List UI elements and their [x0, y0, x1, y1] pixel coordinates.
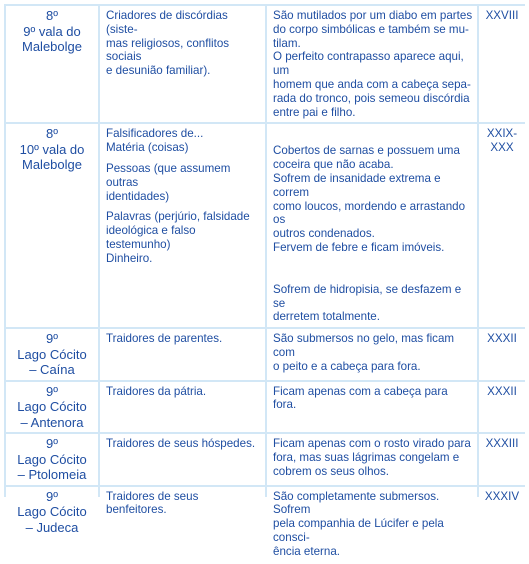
spacer	[273, 255, 473, 283]
table-row	[6, 6, 525, 122]
circle-location: Lago Cócito	[17, 451, 87, 467]
sinners-text: Traidores de seus hóspedes.	[106, 437, 256, 451]
punishment-text: São completamente submersos. Sofrem	[273, 489, 440, 517]
punishment-text: Sofrem de insanidade extrema e correm	[273, 171, 441, 199]
sinners-text: e desunião familiar).	[106, 64, 211, 78]
circle-cell	[6, 382, 98, 433]
punishment-cell	[267, 487, 477, 562]
punishment-text: outros condenados.	[273, 227, 375, 241]
sinners-cell	[100, 487, 265, 562]
circle-location: Lago Cócito	[17, 346, 87, 362]
sinners-text: mas religiosos, conflitos sociais	[106, 36, 230, 64]
circle-cell	[6, 124, 98, 327]
circle-number: 9º	[46, 331, 58, 347]
punishment-text: fora, mas suas lágrimas congelam e	[273, 450, 460, 464]
circle-sublocation: – Ptolomeia	[17, 467, 87, 483]
canto-number: XXXIV	[484, 489, 520, 503]
canto-number: XXVIII	[485, 9, 519, 22]
sinners-cell	[100, 382, 265, 433]
punishment-cell	[267, 6, 477, 122]
canto-cell	[479, 329, 525, 380]
table-row	[6, 487, 525, 562]
punishment-text: Ficam apenas com o rosto virado para	[273, 437, 471, 451]
punishment-text: Ficam apenas com a cabeça para fora.	[273, 384, 448, 412]
punishment-text: rada do tronco, pois semeou discórdia	[273, 91, 470, 105]
canto-cell	[479, 6, 525, 122]
canto-number: XXIX-	[486, 127, 518, 141]
punishment-cell	[267, 329, 477, 380]
circle-location: Lago Cócito	[17, 504, 87, 520]
punishment-text: entre pai e filho.	[273, 105, 356, 119]
sinners-cell	[100, 124, 265, 327]
canto-number: XXXIII	[485, 437, 519, 451]
punishment-text: ência eterna.	[273, 544, 341, 558]
punishment-cell	[267, 434, 477, 485]
circle-sublocation: – Caína	[29, 362, 75, 378]
punishment-text: homem que anda com a cabeça sepa-	[273, 77, 471, 91]
punishment-text: São mutilados por um diabo em partes	[273, 9, 473, 22]
punishment-text: tilam.	[273, 36, 301, 50]
circle-sublocation: Malebolge	[22, 39, 82, 54]
circle-number: 8º	[46, 126, 58, 142]
sinners-cell	[100, 6, 265, 122]
spacer	[106, 203, 261, 210]
punishment-cell	[267, 124, 477, 327]
circle-sublocation: – Judeca	[25, 519, 79, 535]
punishment-cell	[267, 382, 477, 433]
sinners-text: Criadores de discórdias (siste-	[106, 9, 228, 36]
sinners-text: Traidores de seus benfeitores.	[106, 489, 199, 517]
table-row	[6, 434, 525, 485]
table-row	[6, 124, 525, 327]
sinners-text: Palavras (perjúrio, falsidade	[106, 210, 250, 224]
circle-cell	[6, 434, 98, 485]
sinners-text: identidades)	[106, 189, 170, 203]
punishment-text: Cobertos de sarnas e possuem uma	[273, 144, 460, 158]
sinners-text: Matéria (coisas)	[106, 141, 189, 155]
sinners-text: Pessoas (que assumem outras	[106, 161, 231, 189]
canto-cell	[479, 382, 525, 433]
punishment-text: O perfeito contrapasso aparece aqui, um	[273, 50, 464, 78]
table-row	[6, 382, 525, 433]
circle-number: 9º	[46, 488, 58, 504]
punishment-text: Fervem de febre e ficam imóveis.	[273, 240, 445, 254]
sinners-text: Traidores de parentes.	[106, 332, 223, 346]
circle-location: Lago Cócito	[17, 399, 87, 415]
punishment-text: como loucos, mordendo e arrastando os	[273, 199, 466, 227]
sinners-cell	[100, 329, 265, 380]
punishment-text: do corpo simbólicas e também se mu-	[273, 22, 469, 36]
canto-number: XXXII	[487, 384, 517, 398]
canto-number: XXXII	[487, 332, 517, 346]
punishment-text: Sofrem de hidropisia, se desfazem e se	[273, 282, 462, 310]
circle-sublocation: – Antenora	[20, 414, 84, 430]
punishment-text: pela companhia de Lúcifer e pela consci-	[273, 517, 444, 545]
canto-number: XXX	[490, 141, 514, 155]
circle-number: 8º	[46, 8, 58, 23]
sinners-text: ideológica e falso testemunho)	[106, 224, 196, 251]
circle-location: 10º vala do	[19, 141, 85, 157]
circle-cell	[6, 487, 98, 562]
punishment-text: São submersos no gelo, mas ficam com	[273, 332, 455, 359]
punishment-text: cobrem os seus olhos.	[273, 464, 389, 478]
sinners-text: Falsificadores de...	[106, 127, 204, 141]
punishment-text: o peito e a cabeça para fora.	[273, 359, 421, 373]
canto-cell	[479, 124, 525, 327]
circles-of-hell-table	[4, 4, 527, 564]
circle-number: 9º	[46, 436, 58, 452]
circle-cell	[6, 329, 98, 380]
circle-sublocation: Malebolge	[22, 157, 82, 173]
table-row	[6, 329, 525, 380]
sinners-text: Traidores da pátria.	[106, 384, 207, 398]
canto-cell	[479, 434, 525, 485]
sinners-cell	[100, 434, 265, 485]
sinners-text: Dinheiro.	[106, 251, 153, 265]
circle-location: 9º vala do	[23, 23, 81, 39]
circle-cell	[6, 6, 98, 122]
punishment-text: coceira que não acaba.	[273, 158, 394, 172]
circle-number: 9º	[46, 383, 58, 399]
spacer	[106, 155, 261, 162]
punishment-text: derretem totalmente.	[273, 310, 380, 324]
canto-cell	[479, 487, 525, 562]
